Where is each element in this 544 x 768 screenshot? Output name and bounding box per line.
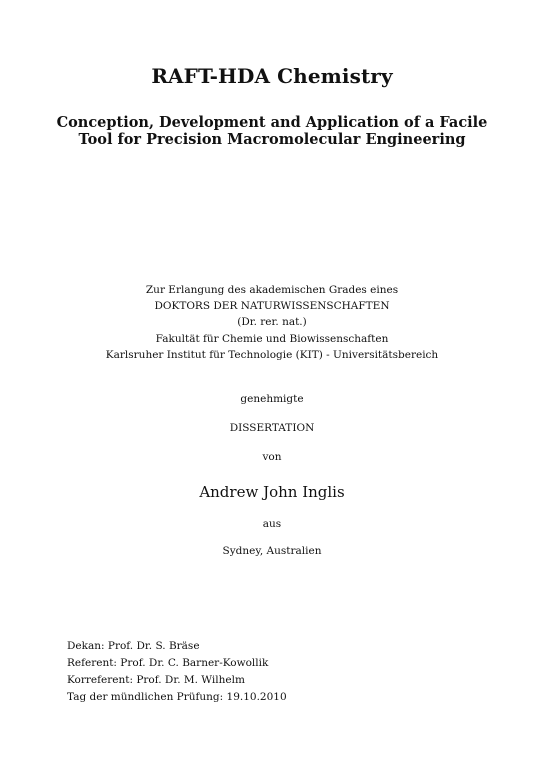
from-label: aus — [262, 518, 282, 530]
author-name: Andrew John Inglis — [199, 483, 345, 501]
exam-date-line: Tag der mündlichen Prüfung: 19.10.2010 — [67, 691, 287, 703]
subtitle-line-1: Conception, Development and Application of a Facile — [56, 114, 488, 131]
degree-line-1: Zur Erlangung des akademischen Grades eines — [145, 284, 399, 296]
degree-line-3: (Dr. rer. nat.) — [237, 316, 307, 328]
hometown: Sydney, Australien — [222, 545, 322, 557]
degree-line-2: DOKTORS DER NATURWISSENSCHAFTEN — [154, 300, 390, 312]
degree-block — [0, 282, 544, 330]
referee-line: Referent: Prof. Dr. C. Barner-Kowollik — [67, 657, 269, 669]
by-label: von — [262, 451, 282, 463]
document-type: DISSERTATION — [229, 422, 315, 434]
document-subtitle — [0, 114, 544, 148]
faculty-name: Fakultät für Chemie und Biowissenschaften — [155, 333, 389, 345]
document-title: RAFT-HDA Chemistry — [151, 64, 393, 88]
subtitle-line-2: Tool for Precision Macromolecular Engineering — [78, 131, 466, 148]
dean-line: Dekan: Prof. Dr. S. Bräse — [67, 640, 200, 652]
university-name: Karlsruher Institut für Technologie (KIT) - Universitätsbereich — [105, 349, 439, 361]
coreferee-line: Korreferent: Prof. Dr. M. Wilhelm — [67, 674, 245, 686]
committee-block — [67, 638, 287, 706]
institution-block — [0, 331, 544, 363]
approved-label: genehmigte — [240, 393, 304, 405]
